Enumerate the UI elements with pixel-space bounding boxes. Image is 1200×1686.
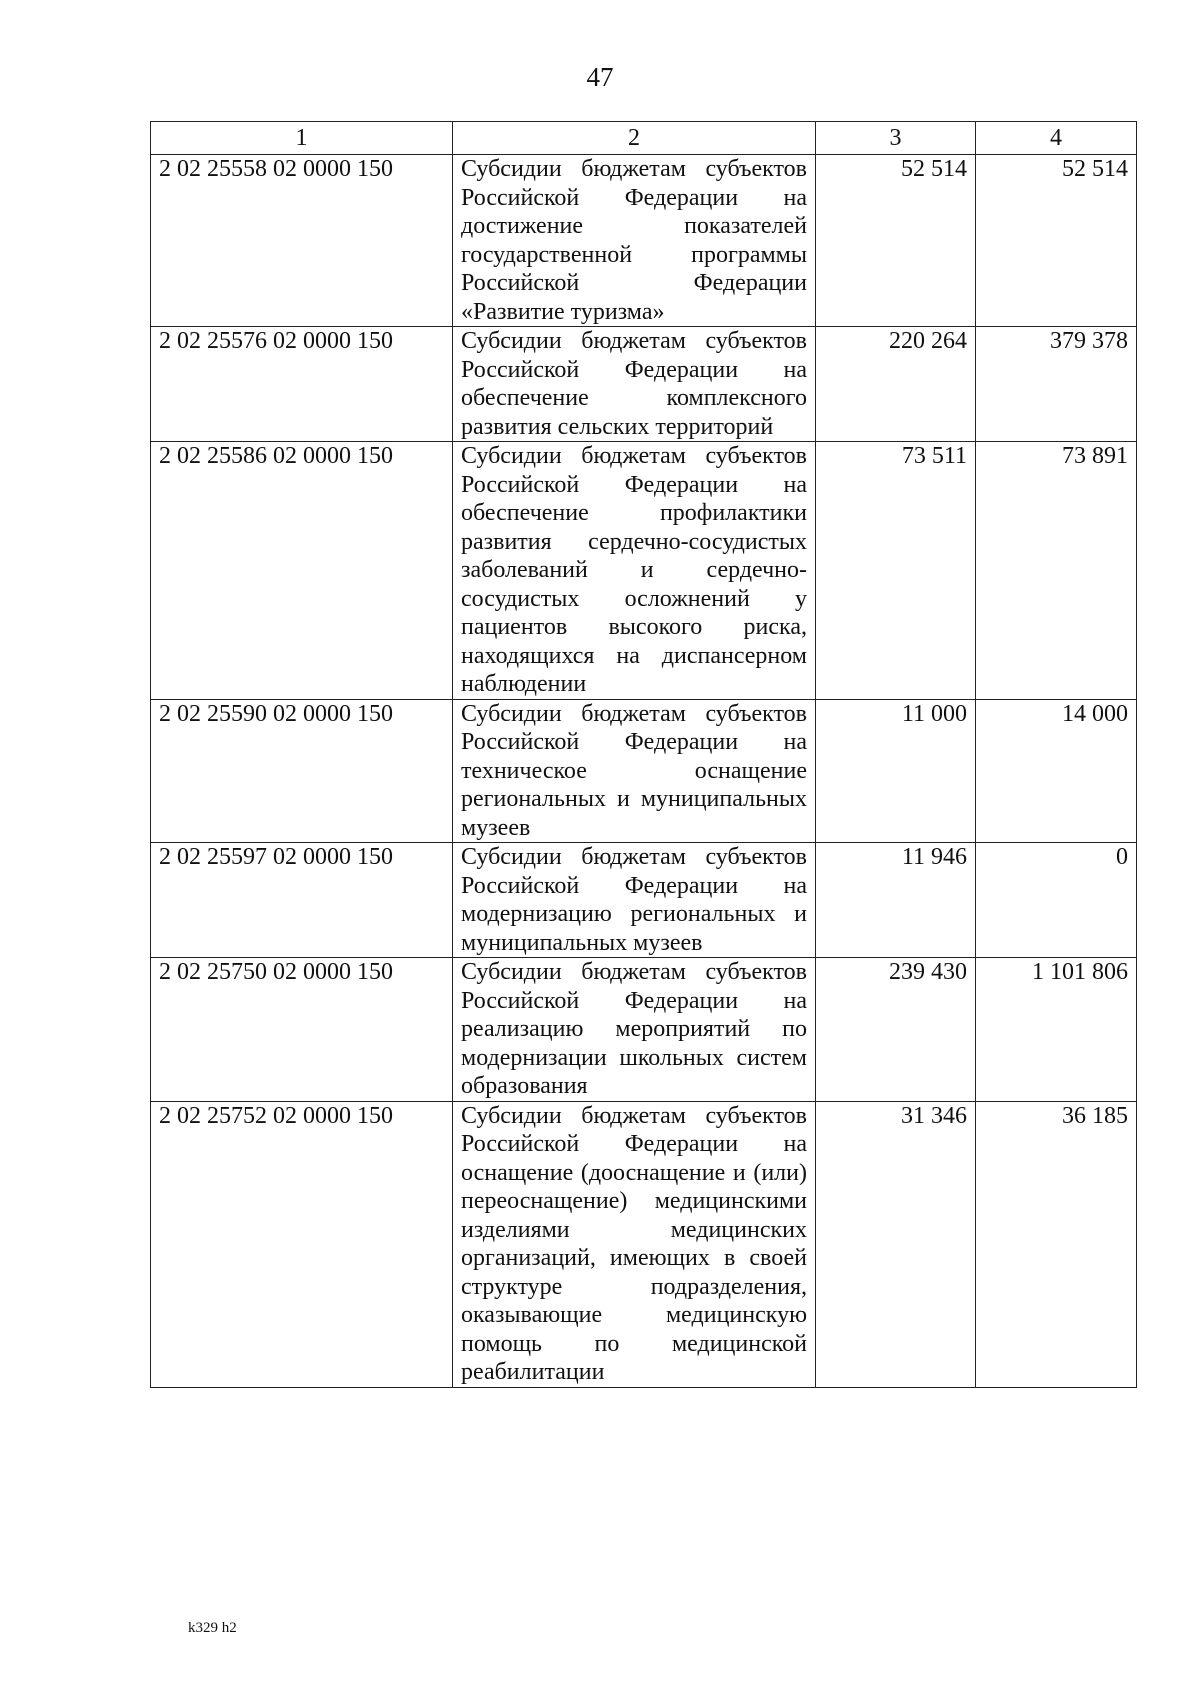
- description: Субсидии бюджетам субъектов Российской Федерации на оснащение (дооснащение и (или) переоснащение) медицинскими изделиями медицинских организаций, имеющих в своей структуре подразделения, оказывающие медицинскую помощь по медицинской реабилитации: [453, 1101, 816, 1387]
- description: Субсидии бюджетам субъектов Российской Федерации на модернизацию региональных и муниципальных музеев: [453, 843, 816, 958]
- footer-document-code: k329 h2: [188, 1620, 237, 1636]
- amount-col-3: 31 346: [816, 1101, 976, 1387]
- table-row: [151, 699, 1137, 843]
- table-row: [151, 958, 1137, 1102]
- table-row: [151, 1101, 1137, 1387]
- header-col-4: 4: [976, 122, 1137, 155]
- table-header: [151, 122, 1137, 155]
- header-col-1: 1: [151, 122, 453, 155]
- amount-col-4: 52 514: [976, 155, 1137, 327]
- header-col-2: 2: [453, 122, 816, 155]
- description: Субсидии бюджетам субъектов Российской Федерации на обеспечение профилактики развития сердечно-сосудистых заболеваний и сердечно-сосудистых осложнений у пациентов высокого риска, находящихся на диспансерном наблюдении: [453, 442, 816, 700]
- amount-col-3: 73 511: [816, 442, 976, 700]
- amount-col-4: 1 101 806: [976, 958, 1137, 1102]
- amount-col-3: 11 946: [816, 843, 976, 958]
- table-row: [151, 442, 1137, 700]
- table-row: [151, 843, 1137, 958]
- description: Субсидии бюджетам субъектов Российской Федерации на техническое оснащение региональных и муниципальных музеев: [453, 699, 816, 843]
- header-col-3: 3: [816, 122, 976, 155]
- amount-col-3: 239 430: [816, 958, 976, 1102]
- amount-col-4: 36 185: [976, 1101, 1137, 1387]
- amount-col-4: 14 000: [976, 699, 1137, 843]
- budget-code: 2 02 25558 02 0000 150: [151, 155, 453, 327]
- budget-code: 2 02 25590 02 0000 150: [151, 699, 453, 843]
- budget-code: 2 02 25576 02 0000 150: [151, 327, 453, 442]
- description: Субсидии бюджетам субъектов Российской Федерации на достижение показателей государственной программы Российской Федерации «Развитие туризма»: [453, 155, 816, 327]
- amount-col-4: 0: [976, 843, 1137, 958]
- table-row: [151, 155, 1137, 327]
- amount-col-3: 11 000: [816, 699, 976, 843]
- budget-code: 2 02 25586 02 0000 150: [151, 442, 453, 700]
- description: Субсидии бюджетам субъектов Российской Федерации на реализацию мероприятий по модернизации школьных систем образования: [453, 958, 816, 1102]
- amount-col-3: 220 264: [816, 327, 976, 442]
- table-row: [151, 327, 1137, 442]
- page-number: 47: [586, 62, 614, 92]
- description: Субсидии бюджетам субъектов Российской Федерации на обеспечение комплексного развития сельских территорий: [453, 327, 816, 442]
- header-row: [151, 122, 1137, 155]
- budget-code: 2 02 25597 02 0000 150: [151, 843, 453, 958]
- budget-code: 2 02 25750 02 0000 150: [151, 958, 453, 1102]
- amount-col-4: 379 378: [976, 327, 1137, 442]
- budget-code: 2 02 25752 02 0000 150: [151, 1101, 453, 1387]
- amount-col-4: 73 891: [976, 442, 1137, 700]
- amount-col-3: 52 514: [816, 155, 976, 327]
- budget-table: [150, 121, 1137, 1388]
